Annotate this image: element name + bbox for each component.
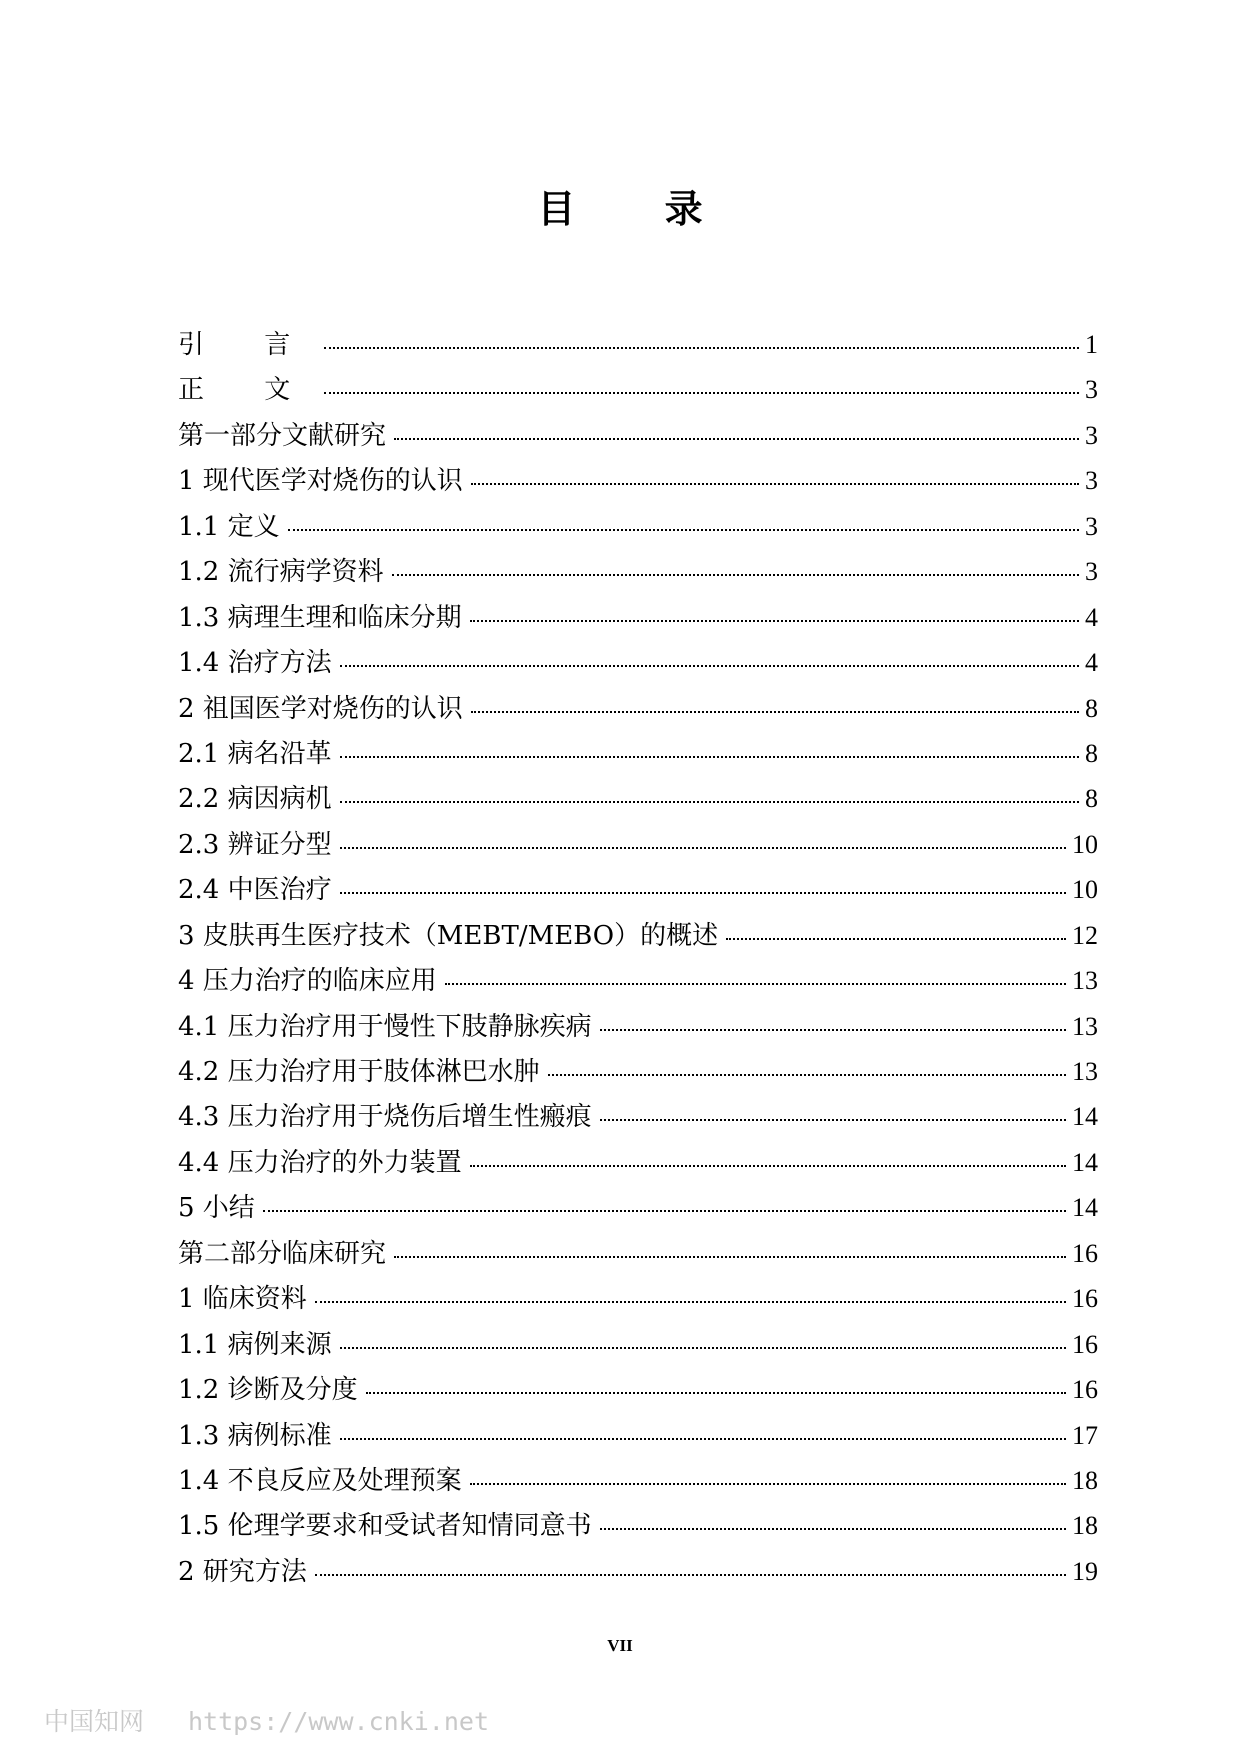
toc-entry[interactable] bbox=[178, 822, 1098, 867]
toc-dot-leader bbox=[340, 801, 1079, 803]
toc-entry-page: 4 bbox=[1085, 648, 1098, 678]
toc-dot-leader bbox=[324, 347, 1079, 349]
toc-entry-page: 1 bbox=[1085, 330, 1098, 359]
toc-entry[interactable] bbox=[178, 413, 1098, 458]
toc-entry-title: 3 皮肤再生医疗技术（MEBT/MEBO）的概述 bbox=[178, 920, 719, 951]
toc-dot-leader bbox=[470, 620, 1079, 622]
toc-entry-page: 16 bbox=[1072, 1238, 1098, 1268]
watermark bbox=[44, 1702, 489, 1738]
toc-dot-leader bbox=[315, 1301, 1066, 1303]
toc-entry-page: 14 bbox=[1072, 1193, 1098, 1223]
toc-entry-page: 3 bbox=[1085, 375, 1098, 405]
toc-entry-title: 1.1 定义 bbox=[178, 511, 280, 542]
toc-entry-title: 5 小结 bbox=[178, 1193, 255, 1224]
toc-entry-page: 3 bbox=[1085, 557, 1098, 587]
toc-entry-title: 正 文 bbox=[178, 375, 317, 406]
toc-entry[interactable] bbox=[178, 731, 1098, 776]
toc-dot-leader bbox=[392, 574, 1079, 576]
toc-entry-title: 4 压力治疗的临床应用 bbox=[178, 966, 437, 997]
toc-entry-title: 引 言 bbox=[178, 330, 317, 360]
toc-entry-page: 14 bbox=[1072, 1147, 1098, 1177]
toc-entry[interactable] bbox=[178, 458, 1098, 503]
toc-entry-title: 2.2 病因病机 bbox=[178, 784, 332, 815]
toc-entry[interactable] bbox=[178, 1549, 1098, 1594]
toc-entry-title: 2.4 中医治疗 bbox=[178, 875, 332, 906]
toc-dot-leader bbox=[340, 892, 1066, 894]
toc-dot-leader bbox=[445, 983, 1066, 985]
toc-entry[interactable] bbox=[178, 1276, 1098, 1321]
toc-entry-title: 1 临床资料 bbox=[178, 1284, 307, 1315]
toc-entry[interactable] bbox=[178, 504, 1098, 549]
toc-entry-title: 4.4 压力治疗的外力装置 bbox=[178, 1147, 462, 1178]
page-title: 目 录 bbox=[537, 186, 741, 231]
toc-entry-title: 4.1 压力治疗用于慢性下肢静脉疾病 bbox=[178, 1011, 592, 1042]
toc-dot-leader bbox=[600, 1528, 1066, 1530]
toc-entry-title: 第一部分文献研究 bbox=[178, 420, 387, 451]
toc-entry-title: 1.5 伦理学要求和受试者知情同意书 bbox=[178, 1511, 592, 1542]
toc-entry-title: 第二部分临床研究 bbox=[178, 1238, 387, 1269]
toc-entry-title: 1.4 治疗方法 bbox=[178, 648, 332, 679]
toc-dot-leader bbox=[600, 1029, 1066, 1031]
toc-dot-leader bbox=[726, 938, 1066, 940]
toc-dot-leader bbox=[340, 1438, 1066, 1440]
toc-dot-leader bbox=[548, 1074, 1066, 1076]
toc-entry[interactable] bbox=[178, 686, 1098, 731]
toc-dot-leader bbox=[600, 1119, 1066, 1121]
watermark-url: https://www.cnki.net bbox=[187, 1707, 489, 1736]
toc-entry[interactable] bbox=[178, 549, 1098, 594]
toc-entry-title: 2.1 病名沿革 bbox=[178, 738, 332, 769]
toc-entry[interactable] bbox=[178, 867, 1098, 912]
toc-dot-leader bbox=[263, 1210, 1066, 1212]
toc-dot-leader bbox=[366, 1392, 1066, 1394]
toc-entry-title: 2 研究方法 bbox=[178, 1556, 307, 1587]
toc-entry-page: 16 bbox=[1072, 1284, 1098, 1314]
toc-entry-page: 13 bbox=[1072, 1057, 1098, 1086]
toc-entry-page: 10 bbox=[1072, 875, 1098, 905]
toc-entry-title: 1.3 病理生理和临床分期 bbox=[178, 602, 462, 633]
toc-entry[interactable] bbox=[178, 322, 1098, 367]
toc-entry-page: 8 bbox=[1085, 693, 1098, 723]
toc-dot-leader bbox=[340, 1347, 1066, 1349]
toc-dot-leader bbox=[340, 847, 1066, 849]
table-of-contents bbox=[178, 322, 1098, 1594]
toc-entry-title: 1 现代医学对烧伤的认识 bbox=[178, 466, 463, 497]
toc-entry-page: 18 bbox=[1072, 1465, 1098, 1495]
toc-entry-page: 10 bbox=[1072, 829, 1098, 859]
toc-entry[interactable] bbox=[178, 1004, 1098, 1049]
toc-entry-title: 1.3 病例标准 bbox=[178, 1420, 332, 1451]
toc-dot-leader bbox=[470, 1483, 1066, 1485]
toc-entry[interactable] bbox=[178, 913, 1098, 958]
toc-entry[interactable] bbox=[178, 1094, 1098, 1139]
toc-entry[interactable] bbox=[178, 367, 1098, 412]
toc-entry-title: 1.2 流行病学资料 bbox=[178, 557, 384, 588]
toc-entry[interactable] bbox=[178, 1367, 1098, 1412]
toc-entry-title: 1.2 诊断及分度 bbox=[178, 1375, 358, 1406]
toc-entry-title: 4.2 压力治疗用于肢体淋巴水肿 bbox=[178, 1057, 540, 1087]
toc-dot-leader bbox=[470, 1165, 1066, 1167]
toc-entry[interactable] bbox=[178, 1503, 1098, 1548]
toc-entry-title: 1.4 不良反应及处理预案 bbox=[178, 1465, 462, 1496]
toc-entry[interactable] bbox=[178, 776, 1098, 821]
toc-dot-leader bbox=[324, 392, 1079, 394]
toc-entry-page: 8 bbox=[1085, 738, 1098, 768]
toc-entry[interactable] bbox=[178, 958, 1098, 1003]
toc-entry[interactable] bbox=[178, 1458, 1098, 1503]
toc-dot-leader bbox=[394, 1256, 1066, 1258]
toc-entry[interactable] bbox=[178, 1322, 1098, 1367]
watermark-name: 中国知网 bbox=[44, 1707, 145, 1736]
toc-entry-page: 3 bbox=[1085, 511, 1098, 541]
toc-entry[interactable] bbox=[178, 1413, 1098, 1458]
toc-entry-page: 17 bbox=[1072, 1420, 1098, 1450]
toc-entry[interactable] bbox=[178, 1049, 1098, 1094]
toc-entry-title: 1.1 病例来源 bbox=[178, 1329, 332, 1360]
toc-dot-leader bbox=[340, 665, 1079, 667]
toc-entry-page: 14 bbox=[1072, 1102, 1098, 1132]
toc-entry-page: 18 bbox=[1072, 1511, 1098, 1541]
toc-entry-page: 19 bbox=[1072, 1556, 1098, 1586]
toc-dot-leader bbox=[471, 711, 1079, 713]
toc-dot-leader bbox=[340, 756, 1079, 758]
toc-dot-leader bbox=[394, 438, 1079, 440]
toc-entry-page: 3 bbox=[1085, 466, 1098, 496]
toc-entry[interactable] bbox=[178, 1231, 1098, 1276]
toc-entry[interactable] bbox=[178, 1140, 1098, 1185]
toc-entry-page: 16 bbox=[1072, 1375, 1098, 1405]
toc-entry-title: 2 祖国医学对烧伤的认识 bbox=[178, 693, 463, 724]
toc-entry-title: 2.3 辨证分型 bbox=[178, 829, 332, 860]
toc-entry-page: 16 bbox=[1072, 1329, 1098, 1359]
toc-dot-leader bbox=[471, 483, 1079, 485]
toc-entry-page: 13 bbox=[1072, 1011, 1098, 1041]
toc-entry[interactable] bbox=[178, 1185, 1098, 1230]
toc-entry-title: 4.3 压力治疗用于烧伤后增生性瘢痕 bbox=[178, 1102, 592, 1133]
toc-entry-page: 12 bbox=[1072, 920, 1098, 950]
toc-entry-page: 13 bbox=[1072, 966, 1098, 996]
toc-entry-page: 3 bbox=[1085, 420, 1098, 450]
toc-entry-page: 4 bbox=[1085, 602, 1098, 632]
toc-dot-leader bbox=[288, 529, 1079, 531]
toc-entry[interactable] bbox=[178, 640, 1098, 685]
toc-entry-page: 8 bbox=[1085, 784, 1098, 814]
page-number: VII bbox=[607, 1636, 633, 1655]
toc-dot-leader bbox=[315, 1574, 1066, 1576]
toc-entry[interactable] bbox=[178, 595, 1098, 640]
